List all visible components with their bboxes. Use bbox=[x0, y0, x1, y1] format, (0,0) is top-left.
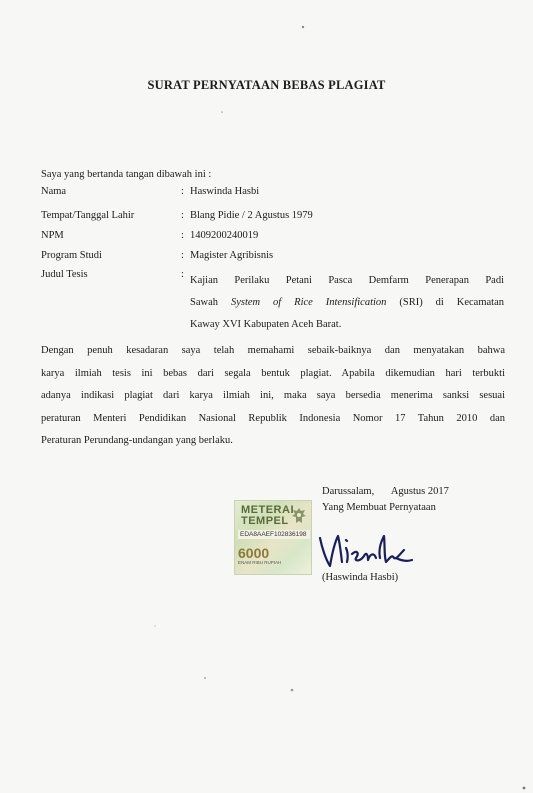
statement-paragraph bbox=[41, 340, 505, 453]
date: Agustus 2017 bbox=[390, 486, 449, 497]
field-colon: : bbox=[181, 250, 184, 261]
field-label: Nama bbox=[41, 186, 67, 197]
thesis-title-line: Sawah System of Rice Intensification (SRI) di Kecamatan bbox=[190, 297, 504, 308]
garuda-emblem-icon bbox=[291, 507, 307, 525]
field-value: 1409200240019 bbox=[190, 230, 259, 241]
place-date bbox=[322, 486, 449, 497]
field-label: Tempat/Tanggal Lahir bbox=[41, 210, 135, 221]
place: Darussalam, bbox=[322, 486, 375, 497]
field-value: Blang Pidie / 2 Agustus 1979 bbox=[190, 210, 313, 221]
field-value: Magister Agribisnis bbox=[190, 250, 274, 261]
stamp-text: TEMPEL bbox=[241, 515, 289, 527]
statement-line: karya ilmiah tesis ini bebas dari segala bentuk plagiat. Apabila dikemudian hari terbukti bbox=[41, 367, 505, 379]
field-colon: : bbox=[181, 230, 184, 241]
intro-text: Saya yang bertanda tangan dibawah ini : bbox=[41, 169, 212, 180]
thesis-title-line: Kajian Perilaku Petani Pasca Demfarm Penerapan Padi bbox=[190, 275, 504, 286]
field-colon: : bbox=[181, 186, 184, 197]
field-value: Haswinda Hasbi bbox=[190, 186, 260, 197]
stamp-value: 6000 bbox=[238, 545, 270, 561]
field-label: Program Studi bbox=[41, 250, 102, 261]
field-label: NPM bbox=[41, 230, 64, 241]
statement-line: Peraturan Perundang-undangan yang berlaku. bbox=[41, 435, 233, 446]
signer-name: (Haswinda Hasbi) bbox=[322, 572, 399, 583]
field-colon: : bbox=[181, 269, 184, 280]
statement-line: peraturan Menteri Pendidikan Nasional Republik Indonesia Nomor 17 Tahun 2010 dan bbox=[41, 412, 505, 424]
maker-label: Yang Membuat Pernyataan bbox=[322, 502, 436, 513]
field-colon: : bbox=[181, 210, 184, 221]
statement-line: Dengan penuh kesadaran saya telah memahami sebaik-baiknya dan menyatakan bahwa bbox=[41, 345, 505, 356]
handwritten-signature-icon bbox=[300, 524, 420, 574]
thesis-title-line: Kaway XVI Kabupaten Aceh Barat. bbox=[190, 319, 342, 330]
stamp-serial: EDA8AAEF102836198 bbox=[238, 530, 310, 539]
page-title: SURAT PERNYATAAN BEBAS PLAGIAT bbox=[147, 78, 386, 92]
stamp-subtext: ENAM RIBU RUPIAH bbox=[238, 560, 282, 565]
field-label: Judul Tesis bbox=[41, 269, 88, 280]
stamp-text: METERAI bbox=[241, 504, 294, 516]
statement-line: adanya indikasi plagiat dari karya ilmiah ini, maka saya bersedia menerima sanksi sesuai bbox=[41, 390, 505, 401]
thesis-title bbox=[190, 270, 504, 336]
